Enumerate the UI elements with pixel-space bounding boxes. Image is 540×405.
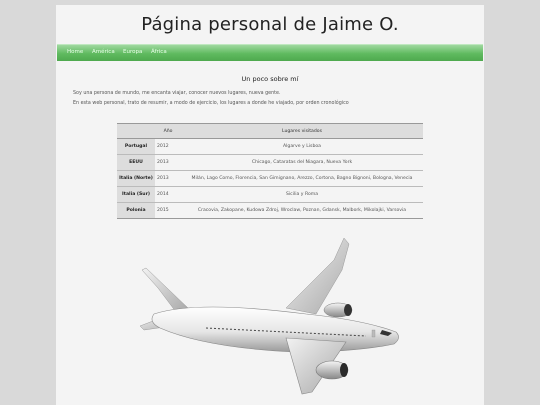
table-row (117, 171, 423, 187)
year-cell: 2015 (155, 203, 181, 219)
airplane-illustration (136, 230, 406, 395)
places-cell: Cracovia, Zakopane, Kudowa Zdroj, Wroclaw, Poznan, Gdansk, Malbork, Mikolajki, Varsovia (181, 203, 423, 219)
country-cell: Italia (Sur) (117, 187, 155, 203)
table-header-country (117, 124, 155, 139)
nav-link-africa[interactable]: África (151, 49, 167, 55)
about-text-line-1: Soy una persona de mundo, me encanta viajar, conocer nuevos lugares, nueva gente. (73, 91, 281, 96)
table-row (117, 187, 423, 203)
places-cell: Algarve y Lisboa (181, 139, 423, 155)
places-cell: Milán, Lago Como, Florencia, San Gimignano, Arezzo, Cortona, Bagno Bignoni, Bologna, Venecia (181, 171, 423, 187)
main-navbar (57, 44, 483, 61)
country-cell: EEUU (117, 155, 155, 171)
about-heading: Un poco sobre mí (241, 75, 299, 83)
page-container (56, 5, 484, 405)
nav-link-america[interactable]: América (92, 49, 115, 55)
country-cell: Polonia (117, 203, 155, 219)
nav-link-europa[interactable]: Europa (123, 49, 143, 55)
nav-link-home[interactable]: Home (67, 49, 84, 55)
table-header-row (117, 124, 423, 139)
table-row (117, 203, 423, 219)
places-cell: Sicilia y Roma (181, 187, 423, 203)
table-row (117, 139, 423, 155)
places-cell: Chicago, Cataratas del Niagara, Nueva York (181, 155, 423, 171)
country-cell: Portugal (117, 139, 155, 155)
year-cell: 2013 (155, 155, 181, 171)
table-row (117, 155, 423, 171)
places-table (117, 123, 423, 219)
year-cell: 2014 (155, 187, 181, 203)
site-title: Página personal de Jaime O. (141, 14, 399, 35)
year-cell: 2013 (155, 171, 181, 187)
about-text-line-2: En esta web personal, trato de resumir, a modo de ejercicio, los lugares a donde he viajado, por orden cronológico (73, 101, 349, 106)
country-cell: Italia (Norte) (117, 171, 155, 187)
table-header-year: Año (155, 124, 181, 139)
table-header-places: Lugares visitados (181, 124, 423, 139)
year-cell: 2012 (155, 139, 181, 155)
